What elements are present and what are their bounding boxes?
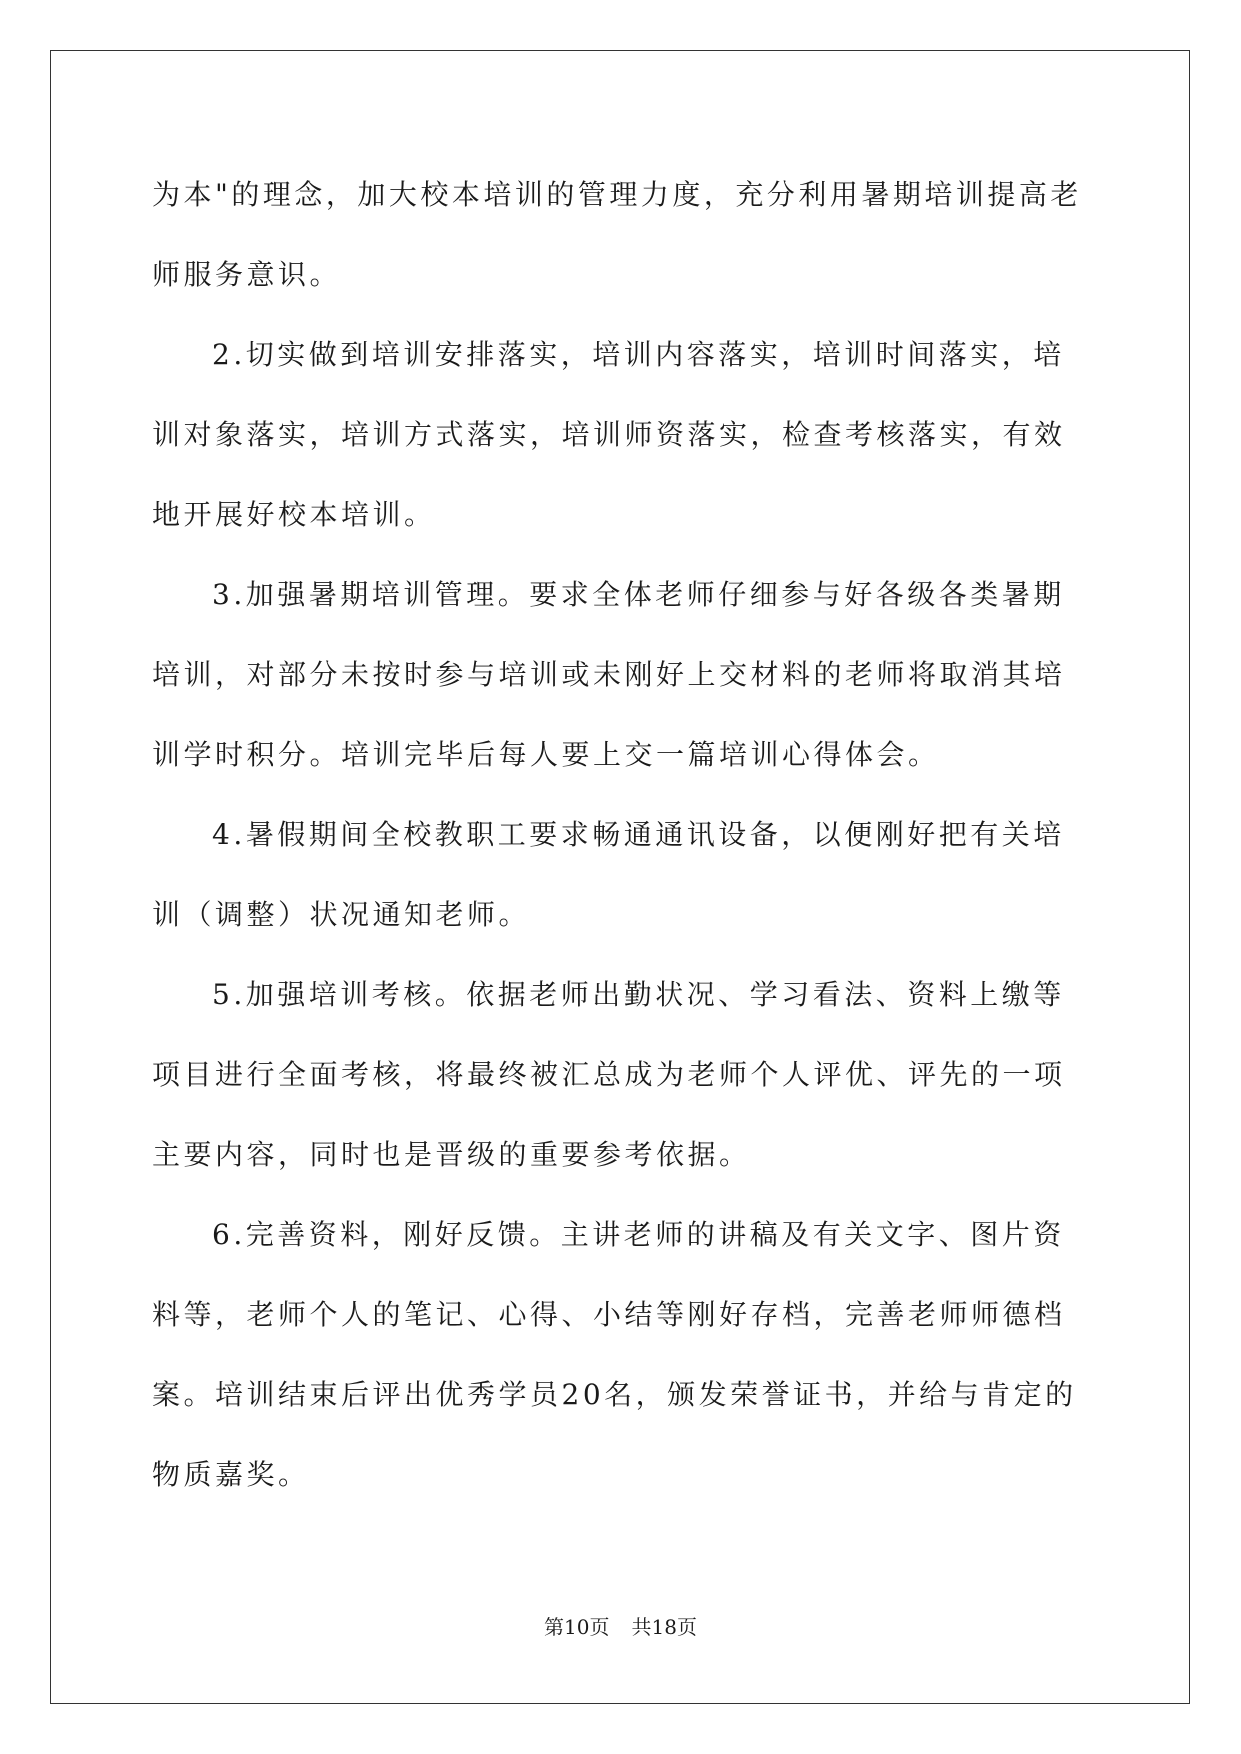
paragraph: 3.加强暑期培训管理。要求全体老师仔细参与好各级各类暑期培训，对部分未按时参与培训或未刚好上交材料的老师将取消其培训学时积分。培训完毕后每人要上交一篇培训心得体会。 [152, 578, 1066, 771]
paragraph: 6.完善资料，刚好反馈。主讲老师的讲稿及有关文字、图片资料等，老师个人的笔记、心得、小结等刚好存档，完善老师师德档案。培训结束后评出优秀学员20名，颁发荣誉证书，并给与肯定的物质嘉奖。 [152, 1218, 1077, 1491]
paragraph: 为本"的理念，加大校本培训的管理力度，充分利用暑期培训提高老师服务意识。 [152, 178, 1082, 291]
paragraph: 2.切实做到培训安排落实，培训内容落实，培训时间落实，培训对象落实，培训方式落实，培训师资落实，检查考核落实，有效地开展好校本培训。 [152, 338, 1066, 531]
document-body [152, 155, 1092, 1515]
paragraph: 5.加强培训考核。依据老师出勤状况、学习看法、资料上缴等项目进行全面考核，将最终被汇总成为老师个人评优、评先的一项主要内容，同时也是晋级的重要参考依据。 [152, 978, 1066, 1171]
page-total: 共18页 [631, 1615, 697, 1639]
page-footer [0, 1615, 1241, 1639]
paragraph: 4.暑假期间全校教职工要求畅通通讯设备，以便刚好把有关培训（调整）状况通知老师。 [152, 818, 1065, 931]
page-number: 第10页 [544, 1615, 610, 1639]
